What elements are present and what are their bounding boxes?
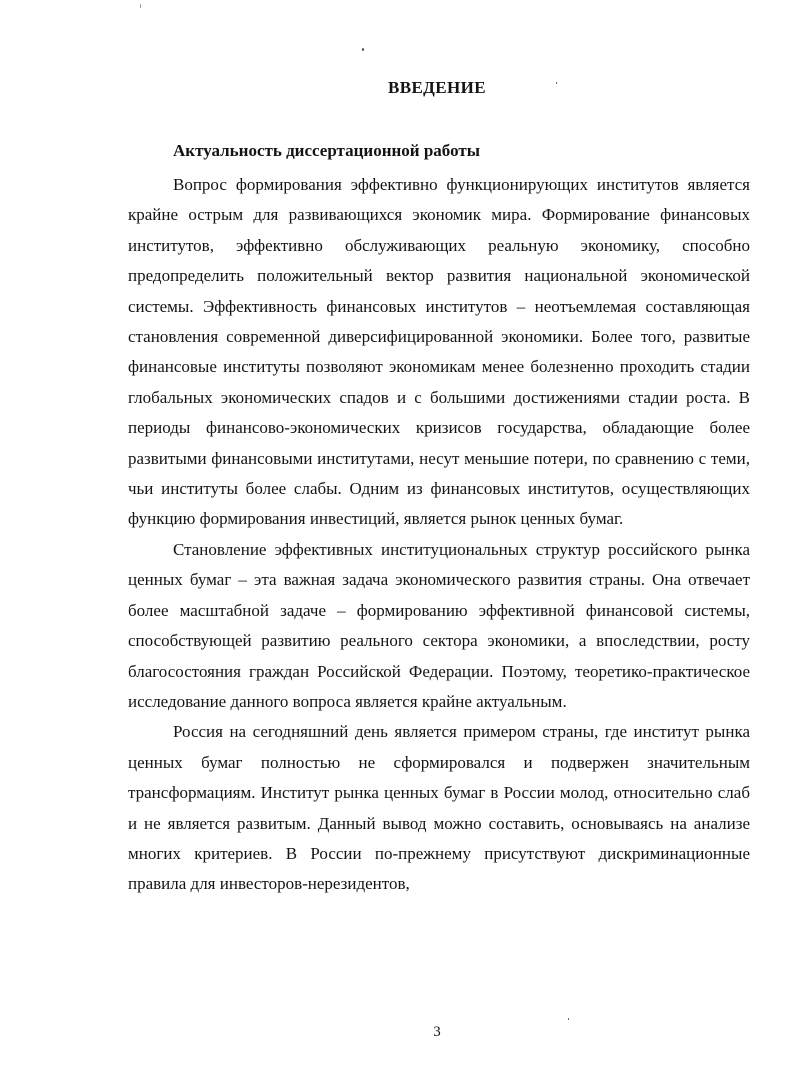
page-title: ВВЕДЕНИЕ — [387, 78, 487, 97]
scan-artifact-dot — [568, 1018, 569, 1020]
paragraph: Россия на сегодняшний день является примером страны, где институт рынка ценных бумаг полностью не сформировался и подвержен значительным трансформациям. Институт рынка ценных бумаг в России молод, относительно слаб и не является развитым. Данный вывод можно составить, основываясь на анализе многих критериев. В России по-прежнему присутствуют дискриминационные правила для инвесторов-нерезидентов, — [128, 722, 750, 894]
body-text — [128, 170, 750, 900]
paragraph: Вопрос формирования эффективно функционирующих институтов является крайне острым для развивающихся экономик мира. Формирование финансовых институтов, эффективно обслуживающих реальную экономику, способно предопределить положительный вектор развития национальной экономической системы. Эффективность финансовых институтов – неотъемлемая составляющая становления современной диверсифицированной экономики. Более того, развитые финансовые институты позволяют экономикам менее болезненно проходить стадии глобальных экономических спадов и с большими достижениями стадии роста. В периоды финансово-экономических кризисов государства, обладающие более развитыми финансовыми институтами, несут меньшие потери, по сравнению с теми, чьи институты более слабы. Одним из финансовых институтов, осуществляющих функцию формирования инвестиций, является рынок ценных бумаг. — [128, 175, 750, 529]
scan-artifact-dot — [140, 4, 141, 8]
page-number: 3 — [433, 1024, 441, 1040]
scan-artifact-dot — [362, 48, 364, 51]
paragraph: Становление эффективных институциональных структур российского рынка ценных бумаг – эта важная задача экономического развития страны. Она отвечает более масштабной задаче – формированию эффективной финансовой системы, способствующей развитию реального сектора экономики, а впоследствии, росту благосостояния граждан Российской Федерации. Поэтому, теоретико-практическое исследование данного вопроса является крайне актуальным. — [128, 539, 750, 711]
section-heading: Актуальность диссертационной работы — [173, 141, 480, 160]
